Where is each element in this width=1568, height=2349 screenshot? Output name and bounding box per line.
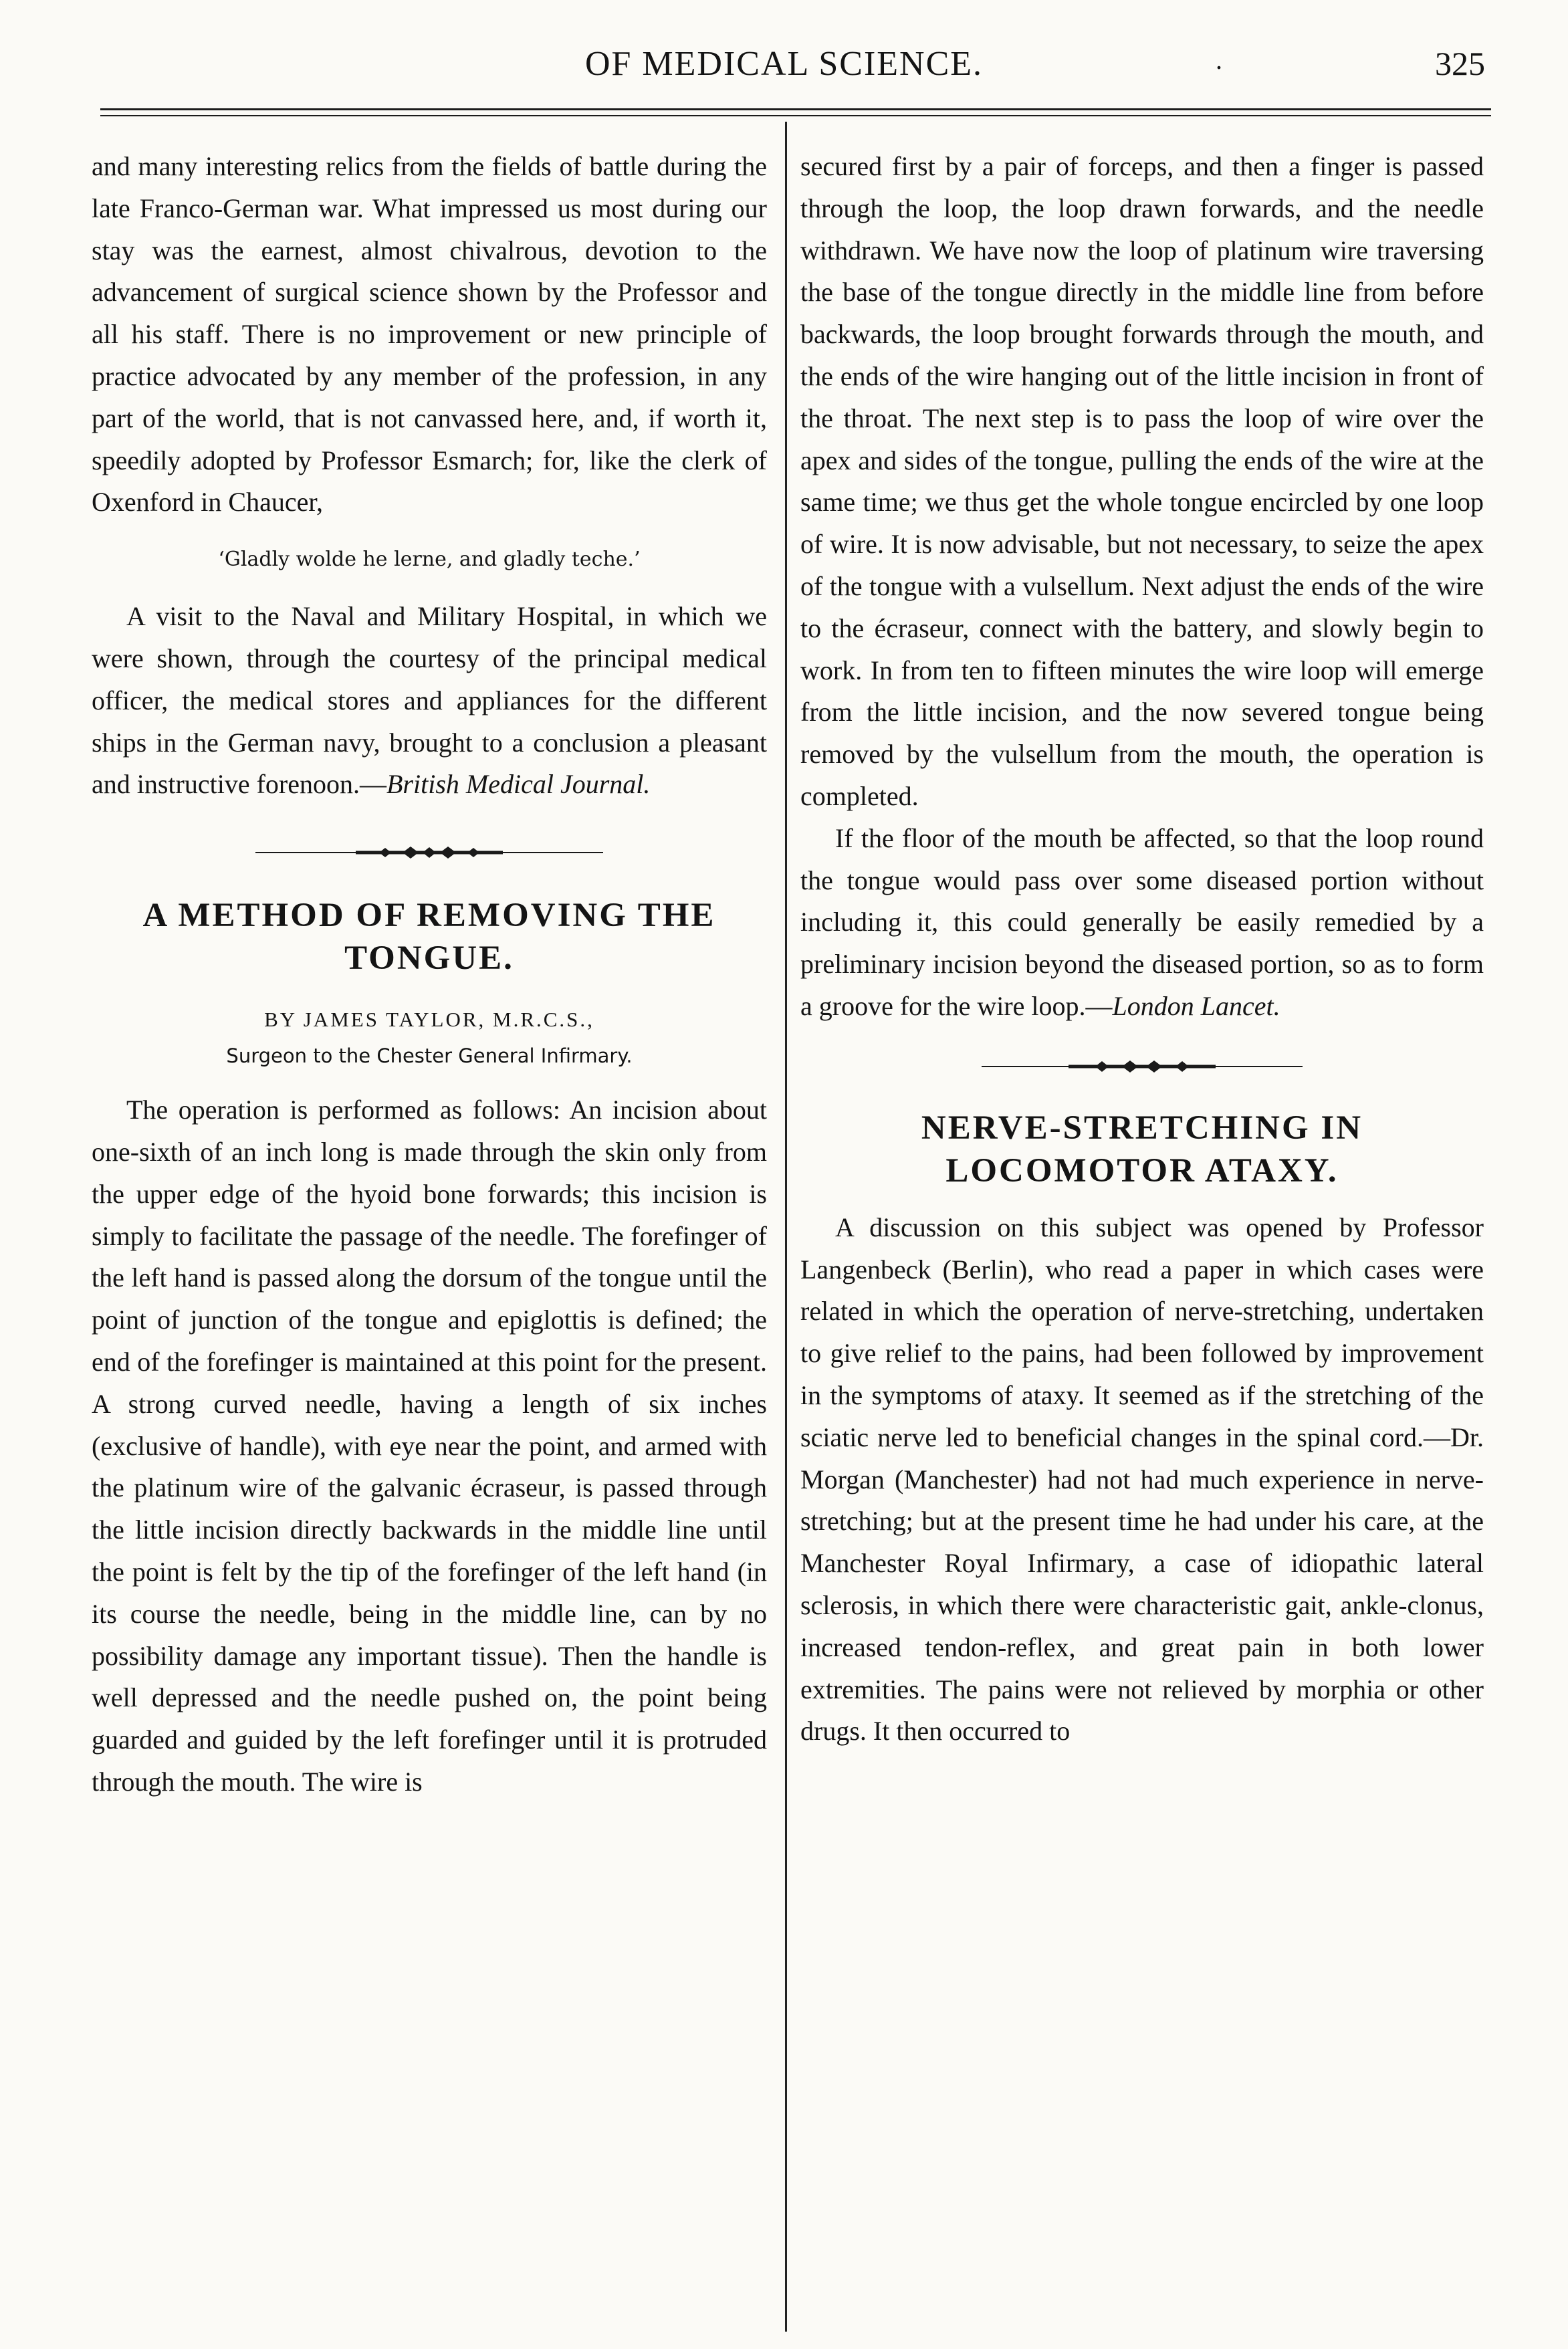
floor-source: London Lancet. bbox=[1112, 990, 1280, 1021]
visit-text: A visit to the Naval and Military Hospital, in which we were shown, through the courtesy of the principal medical officer, the medical stores and appliances for the different ships in the German navy, brought to a conclusion a pleasant and instructive forenoon.— bbox=[92, 601, 767, 800]
column-divider bbox=[785, 122, 787, 2332]
page-number: 325 bbox=[1435, 45, 1485, 82]
header-rule-top bbox=[100, 108, 1491, 110]
continued-paragraph: and many interesting relics from the fields of battle during the late Franco-German war. What impressed us most during our stay was the earnest, almost chivalrous, devotion to the advancement of surgical science shown by the Professor and all his staff. There is no improvement or new principle of practice advocated by any member of the profession, in any part of the world, that is not canvassed here, and, if worth it, speedily adopted by Professor Esmarch; for, like the clerk of Oxenford in Chaucer, bbox=[92, 151, 767, 518]
continued-paragraph-right: secured first by a pair of forceps, and then a finger is passed through the loop, the loop drawn forwards, and the needle withdrawn. We have now the loop of platinum wire traversing the base of the tongue directly in the middle line from before backwards, the loop brought forwards through the mouth, and the ends of the wire hanging out of the little incision in front of the throat. The next step is to pass the loop of wire over the apex and sides of the tongue, pulling the ends of the wire at the same time; we thus get the whole tongue encircled by one loop of wire. It is now advisable, but not necessary, to seize the apex of the tongue with a vulsellum. Next adjust the ends of the wire to the écraseur, connect with the battery, and slowly begin to work. In from ten to fifteen minutes the wire loop will emerge from the little incision, and the now severed tongue being removed by the vulsellum from the mouth, the operation is completed. bbox=[800, 151, 1484, 811]
visit-source: British Medical Journal. bbox=[386, 769, 651, 800]
article-title: A METHOD OF REMOVING THE TONGUE. bbox=[142, 897, 716, 978]
article-byline: BY JAMES TAYLOR, M.R.C.S., bbox=[264, 1008, 594, 1032]
article-title-2: NERVE-STRETCHING IN LOCOMOTOR ATAXY. bbox=[921, 1109, 1363, 1190]
section-divider-ornament-2 bbox=[968, 1057, 1316, 1076]
running-head bbox=[67, 44, 1501, 98]
floor-paragraph bbox=[800, 818, 1484, 1028]
author-affiliation: Surgeon to the Chester General Infirmary. bbox=[226, 1044, 633, 1068]
article-body: The operation is performed as follows: An incision about one-sixth of an inch long is made through the skin only from the upper edge of the hyoid bone forwards; this incision is simply to facilitate the passage of the needle. The forefinger of the left hand is passed along the dorsum of the tongue until the point of junction of the tongue and epiglottis is defined; the end of the forefinger is maintained at this point for the present. A strong curved needle, having a length of six inches (exclusive of handle), with eye near the point, and armed with the platinum wire of the galvanic écraseur, is passed through the little incision directly backwards in the middle line until the point is felt by the tip of the forefinger of the left hand (in its course the needle, being in the middle line, can by no possibility damage any important tissue). Then the handle is well depressed and the needle pushed on, the point being guarded and guided by the left forefinger until it is protruded through the mouth. The wire is bbox=[92, 1095, 767, 1797]
header-rule-bottom bbox=[100, 115, 1491, 116]
floor-text: If the floor of the mouth be affected, so that the loop round the tongue would pass over some diseased portion without including it, this could generally be easily remedied by a preliminary incision beyond the diseased portion, so as to form a groove for the wire loop.— bbox=[800, 822, 1484, 1021]
article-body-2: A discussion on this subject was opened by Professor Langenbeck (Berlin), who read a paper in which cases were related in which the operation of nerve-stretching, undertaken to give relief to the pains, had been followed by improvement in the symptoms of ataxy. It seemed as if the stretching of the sciatic nerve led to beneficial changes in the spinal cord.—Dr. Morgan (Manchester) had not had much experience in nerve-stretching; but at the present time he had under his care, at the Manchester Royal Infirmary, a case of idiopathic lateral sclerosis, in which there were characteristic gait, ankle-clonus, increased tendon-reflex, and great pain in both lower extremities. The pains were not relieved by morphia or other drugs. It then occurred to bbox=[800, 1212, 1484, 1747]
chaucer-quote: ‘Gladly wolde he lerne, and gladly teche.’ bbox=[218, 548, 641, 572]
right-column bbox=[800, 146, 1484, 1753]
section-divider-ornament bbox=[242, 843, 617, 862]
visit-paragraph bbox=[92, 596, 767, 806]
header-dot: . bbox=[1216, 45, 1222, 75]
running-title: OF MEDICAL SCIENCE. bbox=[584, 45, 984, 83]
left-column bbox=[92, 146, 767, 1803]
